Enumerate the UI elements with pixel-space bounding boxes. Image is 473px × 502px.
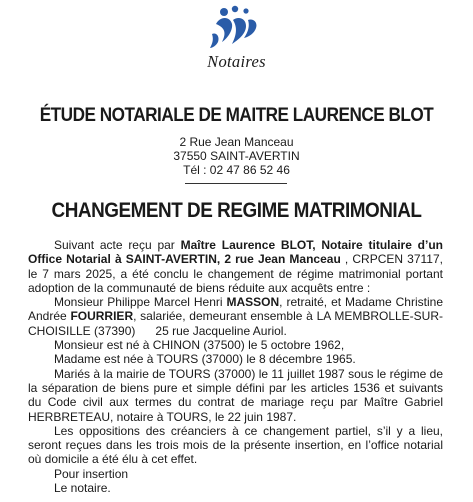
paragraph-parties: Monsieur Philippe Marcel Henri MASSON, retraité, et Madame Christine Andrée FOURRIER, salariée, demeurant ensemble à LA MEMBROLLE-SUR-CHOISILLE (37390) 25 rue Jacqueline Auriol. [28, 295, 443, 338]
paragraph-husband-birth: Monsieur est né à CHINON (37500) le 5 octobre 1962, [54, 338, 345, 353]
firm-name: ÉTUDE NOTARIALE DE MAITRE LAURENCE BLOT [39, 104, 434, 126]
announcement-title: CHANGEMENT DE REGIME MATRIMONIAL [51, 198, 422, 222]
notaires-logo [0, 4, 473, 72]
divider [185, 183, 287, 184]
paragraph-oppositions: Les oppositions des créanciers à ce changement partiel, s’il y a lieu, seront reçues dans les trois mois de la présente insertion, en l’office notarial où domicile a été élu à cet effet. [28, 423, 443, 467]
address-city: 37550 SAINT-AVERTIN [173, 149, 300, 163]
announcement-body [28, 238, 443, 495]
paragraph-wife-birth: Madame est née à TOURS (37000) le 8 décembre 1965. [54, 352, 356, 367]
address-street: 2 Rue Jean Manceau [179, 135, 294, 149]
paragraph-signature: Le notaire. [54, 481, 111, 496]
logo-text: Notaires [207, 52, 266, 71]
address-phone: Tél : 02 47 86 52 46 [183, 163, 290, 177]
paragraph-deed: Suivant acte reçu par Maître Laurence BLOT, Notaire titulaire d’un Office Notarial à SAINT-AVERTIN, 2 rue Jean Manceau , CRPCEN 37117, le 7 mars 2025, a été conclu le changement de régime matrimonial portant adoption de la communauté de biens réduite aux acquêts entre : [28, 238, 443, 295]
paragraph-marriage: Mariés à la mairie de TOURS (37000) le 11 juillet 1987 sous le régime de la séparation de biens pure et simple défini par les articles 1536 et suivants du Code civil aux termes du contrat de mariage reçu par Maître Gabriel HERBRETEAU, notaire à TOURS, le 22 juin 1987. [28, 366, 443, 424]
paragraph-insertion: Pour insertion [54, 466, 129, 481]
notaires-figure-icon [202, 4, 272, 52]
